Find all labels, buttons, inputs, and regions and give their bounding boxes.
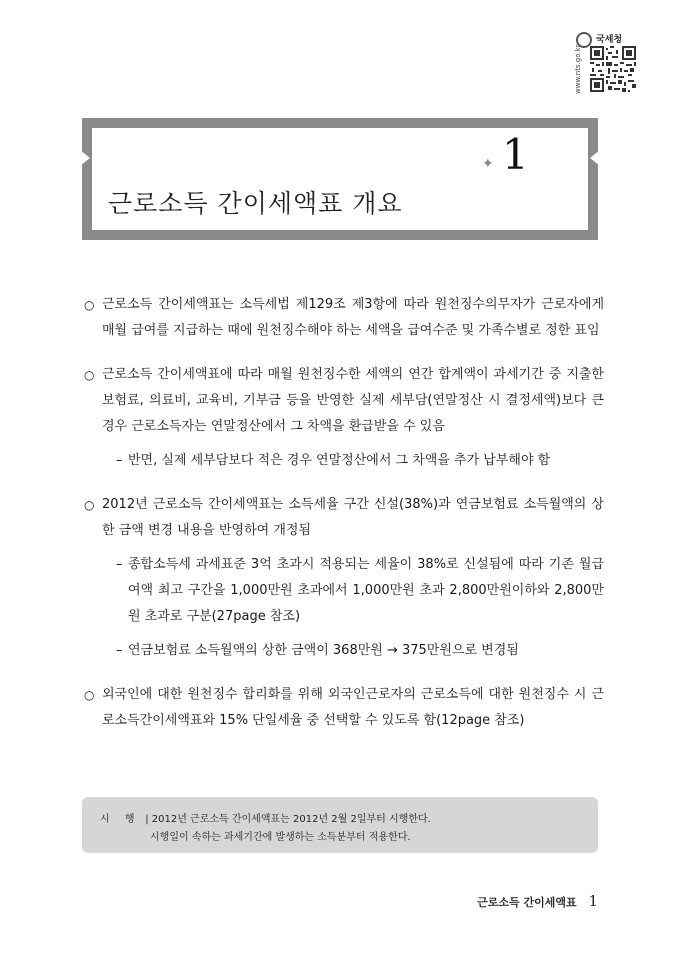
page-number: 1 bbox=[588, 892, 598, 910]
chapter-title: 근로소득 간이세액표 개요 bbox=[108, 189, 403, 218]
sub-item-text: 종합소득세 과세표준 3억 초과시 적용되는 세율이 38%로 신설됨에 따라 기존 월급여액 최고 구간을 1,000만원 초과에서 1,000만원 초과 2,800만원이하와 2,800만원 초과로 구분(27page 참조) bbox=[128, 557, 604, 624]
circle-bullet-icon: ○ bbox=[84, 298, 95, 312]
note-line-1 bbox=[100, 810, 431, 825]
bullet-item bbox=[84, 492, 604, 664]
note-separator: | bbox=[145, 814, 149, 825]
bullet-text: 외국인에 대한 원천징수 합리화를 위해 외국인근로자의 근로소득에 대한 원천징수 시 근로소득간이세액표와 15% 단일세율 중 선택할 수 있도록 함(12page 참조) bbox=[102, 687, 604, 728]
sub-item bbox=[102, 638, 604, 664]
dash-bullet-icon: – bbox=[116, 557, 123, 572]
sub-item-text: 반면, 실제 세부담보다 적은 경우 연말정산에서 그 차액을 추가 납부해야 함 bbox=[128, 453, 551, 468]
sub-item-text: 연금보험료 소득월액의 상한 금액이 368만원 → 375만원으로 변경됨 bbox=[128, 643, 519, 658]
note-key: 시 행 bbox=[100, 814, 141, 825]
bullet-text: 2012년 근로소득 간이세액표는 소득세율 구간 신설(38%)과 연금보험료 소득월액의 상한 금액 변경 내용을 반영하여 개정됨 bbox=[102, 497, 604, 538]
qr-code-icon bbox=[590, 46, 636, 92]
effective-date-note bbox=[82, 797, 598, 853]
body-content bbox=[84, 292, 604, 752]
qr-block bbox=[574, 30, 654, 92]
qr-url: www.nts.go.kr bbox=[574, 44, 582, 94]
circle-bullet-icon: ○ bbox=[84, 368, 95, 382]
note-text-1: 2012년 근로소득 간이세액표는 2012년 2월 2일부터 시행한다. bbox=[151, 814, 431, 825]
banner-notch-left bbox=[80, 150, 90, 166]
bullet-item bbox=[84, 292, 604, 344]
dash-bullet-icon: – bbox=[116, 643, 123, 658]
page-footer bbox=[477, 892, 598, 910]
sparkle-icon: ✦ bbox=[482, 156, 494, 172]
chapter-banner bbox=[82, 118, 598, 240]
bullet-item bbox=[84, 362, 604, 474]
bullet-text: 근로소득 간이세액표에 따라 매월 원천징수한 세액의 연간 합계액이 과세기간 중 지출한 보험료, 의료비, 교육비, 기부금 등을 반영한 실제 세부담(연말정산 시 결정세액)보다 큰 경우 근로소득자는 연말정산에서 그 차액을 환급받을 수 있음 bbox=[102, 367, 604, 434]
bullet-text: 근로소득 간이세액표는 소득세법 제129조 제3항에 따라 원천징수의무자가 근로자에게 매월 급여를 지급하는 때에 원천징수해야 하는 세액을 급여수준 및 가족수별로 정한 표임 bbox=[102, 297, 604, 338]
chapter-number: 1 bbox=[502, 130, 529, 179]
bullet-item bbox=[84, 682, 604, 734]
banner-inner bbox=[92, 128, 588, 230]
footer-label: 근로소득 간이세액표 bbox=[477, 896, 577, 909]
dash-bullet-icon: – bbox=[116, 453, 123, 468]
note-line-2: 시행일이 속하는 과세기간에 발생하는 소득분부터 적용한다. bbox=[150, 832, 411, 843]
circle-bullet-icon: ○ bbox=[84, 498, 95, 512]
circle-bullet-icon: ○ bbox=[84, 688, 95, 702]
sub-item bbox=[102, 552, 604, 630]
sub-item bbox=[102, 448, 604, 474]
qr-label: 국세청 bbox=[596, 35, 623, 45]
banner-notch-right bbox=[590, 150, 600, 166]
